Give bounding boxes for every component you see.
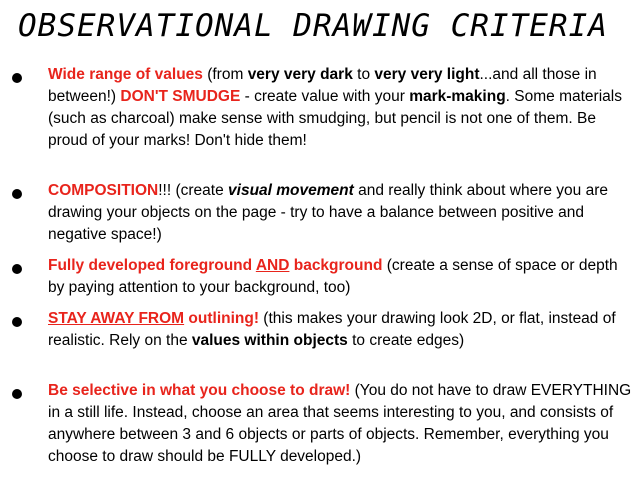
bullet-dot-icon (12, 189, 22, 199)
list-item-foreground (48, 255, 633, 299)
values-text-1: (from (202, 66, 248, 83)
outlining-heading: outlining! (184, 310, 259, 327)
mark-making-text: mark-making (409, 88, 506, 105)
composition-text-2: and really think about where you are drawing your objects on the page - try to have a balance between positive and negative space!) (48, 182, 608, 243)
bullet-dot-icon (12, 317, 22, 327)
list-item-composition (48, 180, 633, 246)
selective-heading: Be selective in what you choose to draw! (48, 382, 351, 399)
very-light-text: very very light (374, 66, 480, 83)
and-text: AND (255, 257, 290, 274)
bullet-dot-icon (12, 389, 22, 399)
very-dark-text: very very dark (247, 66, 353, 83)
values-text-5: . Some materials (such as charcoal) make sense with smudging, but pencil is not one of them. Be proud of your marks! Don't hide them! (48, 88, 622, 149)
foreground-text: (create a sense of space or depth by paying attention to your background, too) (48, 257, 618, 296)
composition-heading: COMPOSITION (48, 182, 159, 199)
outlining-text-2: to create edges) (347, 332, 465, 349)
visual-movement-text: visual movement (228, 182, 354, 199)
list-item-values (48, 64, 633, 152)
dont-smudge-text: DON'T SMUDGE (120, 88, 241, 105)
stay-away-heading: STAY AWAY FROM (48, 310, 185, 327)
values-text-3: ...and all those in between!) (48, 66, 597, 105)
values-text-4: - create value with your (240, 88, 410, 105)
selective-text: (You do not have to draw EVERYTHING in a still life. Instead, choose an area that seems interesting to you, and consists of anywhere between 3 and 6 objects or parts of objects. Remember, everything you choose to draw should be FULLY developed.) (48, 382, 632, 465)
values-within-objects-text: values within objects (191, 332, 348, 349)
foreground-heading: Fully developed foreground (48, 257, 256, 274)
values-heading: Wide range of values (48, 66, 203, 83)
composition-text-1: !!! (create (158, 182, 229, 199)
list-item-outlining (48, 308, 633, 352)
outlining-text-1: (this makes your drawing look 2D, or flat, instead of realistic. Rely on the (48, 310, 616, 349)
list-item-selective (48, 380, 633, 468)
background-heading: background (289, 257, 383, 274)
bullet-dot-icon (12, 264, 22, 274)
bullet-dot-icon (12, 73, 22, 83)
page-title: OBSERVATIONAL DRAWING CRITERIA (18, 8, 608, 44)
values-text-2: to (352, 66, 375, 83)
